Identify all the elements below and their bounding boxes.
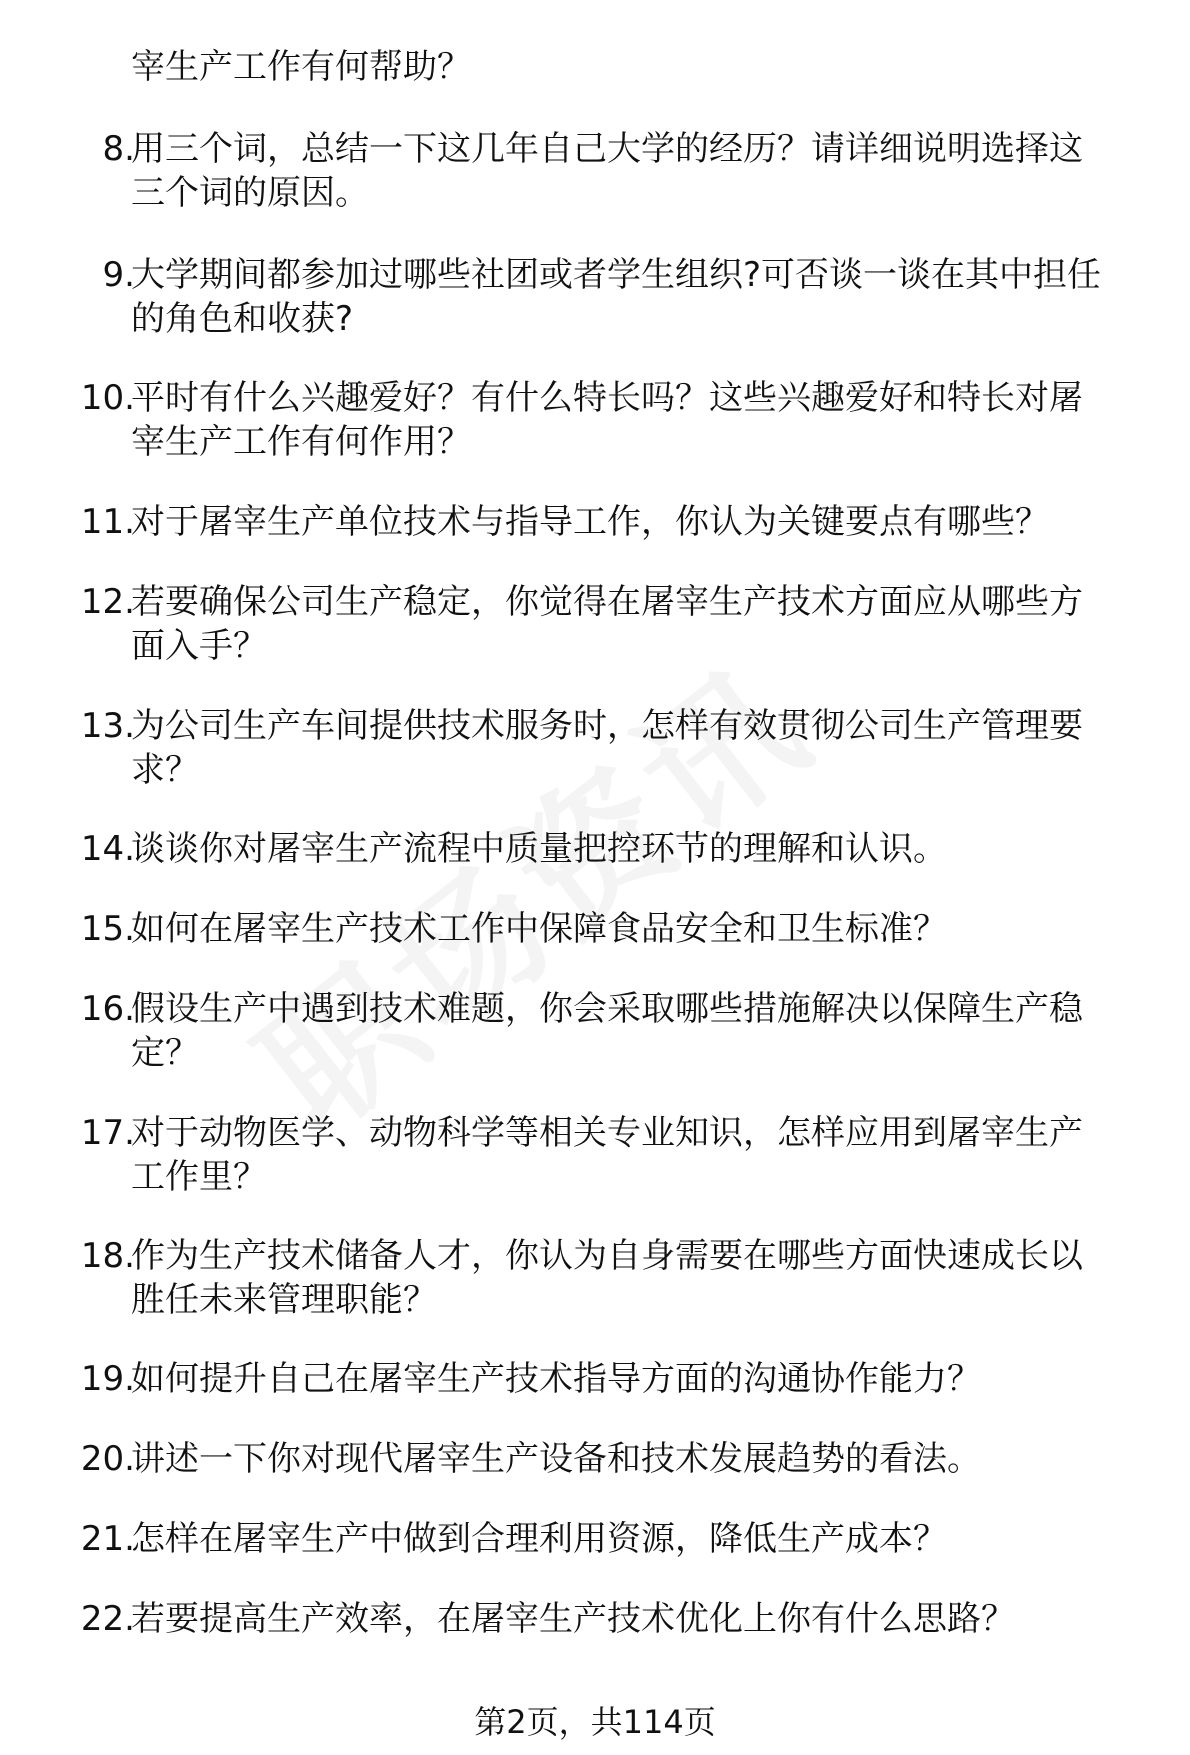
item-number: 20. (80, 1439, 135, 1479)
item-number: 21. (80, 1519, 135, 1559)
item-number: 17. (80, 1113, 135, 1153)
item-text: 为公司生产车间提供技术服务时，怎样有效贯彻公司生产管理要 求？ (131, 706, 1083, 790)
item-text: 用三个词，总结一下这几年自己大学的经历？请详细说明选择这 三个词的原因。 (131, 129, 1083, 213)
item-number: 13. (80, 706, 135, 746)
item-text: 对于屠宰生产单位技术与指导工作，你认为关键要点有哪些？ (131, 502, 1049, 542)
item-number: 22. (80, 1599, 135, 1639)
item-text: 平时有什么兴趣爱好？有什么特长吗？这些兴趣爱好和特长对屠 宰生产工作有何作用？ (131, 378, 1083, 462)
item-number: 16. (80, 989, 135, 1029)
item-text: 假设生产中遇到技术难题，你会采取哪些措施解决以保障生产稳 定？ (131, 989, 1083, 1073)
item-number: 11. (80, 502, 135, 542)
item-text: 怎样在屠宰生产中做到合理利用资源，降低生产成本？ (131, 1519, 947, 1559)
item-text: 谈谈你对屠宰生产流程中质量把控环节的理解和认识。 (131, 829, 947, 869)
item-number: 12. (80, 582, 135, 622)
item-text: 讲述一下你对现代屠宰生产设备和技术发展趋势的看法。 (131, 1439, 981, 1479)
item-number: 9. (102, 255, 135, 295)
item-number: 14. (80, 829, 135, 869)
item-text: 宰生产工作有何帮助？ (131, 47, 471, 87)
item-text: 对于动物医学、动物科学等相关专业知识，怎样应用到屠宰生产 工作里？ (131, 1113, 1083, 1197)
page-footer: 第2页，共114页 (474, 1703, 716, 1741)
item-text: 若要确保公司生产稳定，你觉得在屠宰生产技术方面应从哪些方 面入手？ (131, 582, 1083, 666)
item-text: 若要提高生产效率，在屠宰生产技术优化上你有什么思路？ (131, 1599, 1015, 1639)
item-text: 作为生产技术储备人才，你认为自身需要在哪些方面快速成长以 胜任未来管理职能？ (131, 1236, 1083, 1320)
item-text: 如何提升自己在屠宰生产技术指导方面的沟通协作能力？ (131, 1359, 981, 1399)
item-text: 大学期间都参加过哪些社团或者学生组织?可否谈一谈在其中担任 的角色和收获? (131, 255, 1102, 339)
item-number: 8. (102, 129, 135, 169)
item-number: 19. (80, 1359, 135, 1399)
item-number: 15. (80, 909, 135, 949)
item-text: 如何在屠宰生产技术工作中保障食品安全和卫生标准？ (131, 909, 947, 949)
item-number: 10. (80, 378, 135, 418)
item-number: 18. (80, 1236, 135, 1276)
